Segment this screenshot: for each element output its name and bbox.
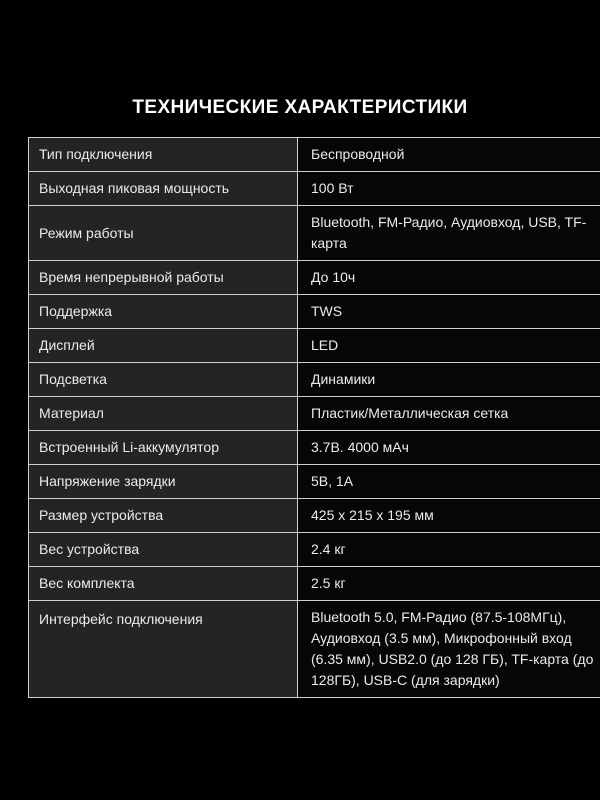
spec-value: 425 x 215 x 195 мм (298, 499, 600, 533)
spec-value: 2.4 кг (298, 533, 600, 567)
spec-row (29, 431, 600, 465)
spec-row (29, 397, 600, 431)
spec-value: 3.7В. 4000 мАч (298, 431, 600, 465)
spec-row (29, 499, 600, 533)
page-title: ТЕХНИЧЕСКИЕ ХАРАКТЕРИСТИКИ (132, 97, 468, 118)
spec-value: Пластик/Металлическая сетка (298, 397, 600, 431)
spec-label: Вес устройства (29, 533, 298, 567)
spec-row (29, 465, 600, 499)
spec-label: Время непрерывной работы (29, 261, 298, 295)
spec-value: Bluetooth, FM-Радио, Аудиовход, USB, TF-карта (298, 206, 600, 261)
spec-label: Подсветка (29, 363, 298, 397)
spec-label: Поддержка (29, 295, 298, 329)
spec-label: Выходная пиковая мощность (29, 172, 298, 206)
spec-label: Вес комплекта (29, 567, 298, 601)
spec-row (29, 172, 600, 206)
spec-label: Дисплей (29, 329, 298, 363)
spec-table (28, 137, 600, 698)
spec-row (29, 567, 600, 601)
spec-row (29, 295, 600, 329)
spec-value: Динамики (298, 363, 600, 397)
spec-row (29, 261, 600, 295)
spec-label: Режим работы (29, 206, 298, 261)
spec-value: TWS (298, 295, 600, 329)
spec-value: Беспроводной (298, 138, 600, 172)
spec-value: 5В, 1А (298, 465, 600, 499)
spec-row (29, 533, 600, 567)
spec-row (29, 329, 600, 363)
spec-value: До 10ч (298, 261, 600, 295)
spec-row (29, 363, 600, 397)
spec-label: Встроенный Li-аккумулятор (29, 431, 298, 465)
spec-label: Интерфейс подключения (29, 601, 298, 698)
spec-label: Напряжение зарядки (29, 465, 298, 499)
spec-value: 2.5 кг (298, 567, 600, 601)
spec-label: Материал (29, 397, 298, 431)
spec-value: LED (298, 329, 600, 363)
spec-label: Размер устройства (29, 499, 298, 533)
spec-value: Bluetooth 5.0, FM-Радио (87.5-108МГц), Аудиовход (3.5 мм), Микрофонный вход (6.35 мм), USB2.0 (до 128 ГБ), TF-карта (до 128ГБ), USB-C (для зарядки) (298, 601, 600, 698)
spec-row (29, 138, 600, 172)
spec-row (29, 601, 600, 698)
spec-label: Тип подключения (29, 138, 298, 172)
spec-row (29, 206, 600, 261)
spec-value: 100 Вт (298, 172, 600, 206)
